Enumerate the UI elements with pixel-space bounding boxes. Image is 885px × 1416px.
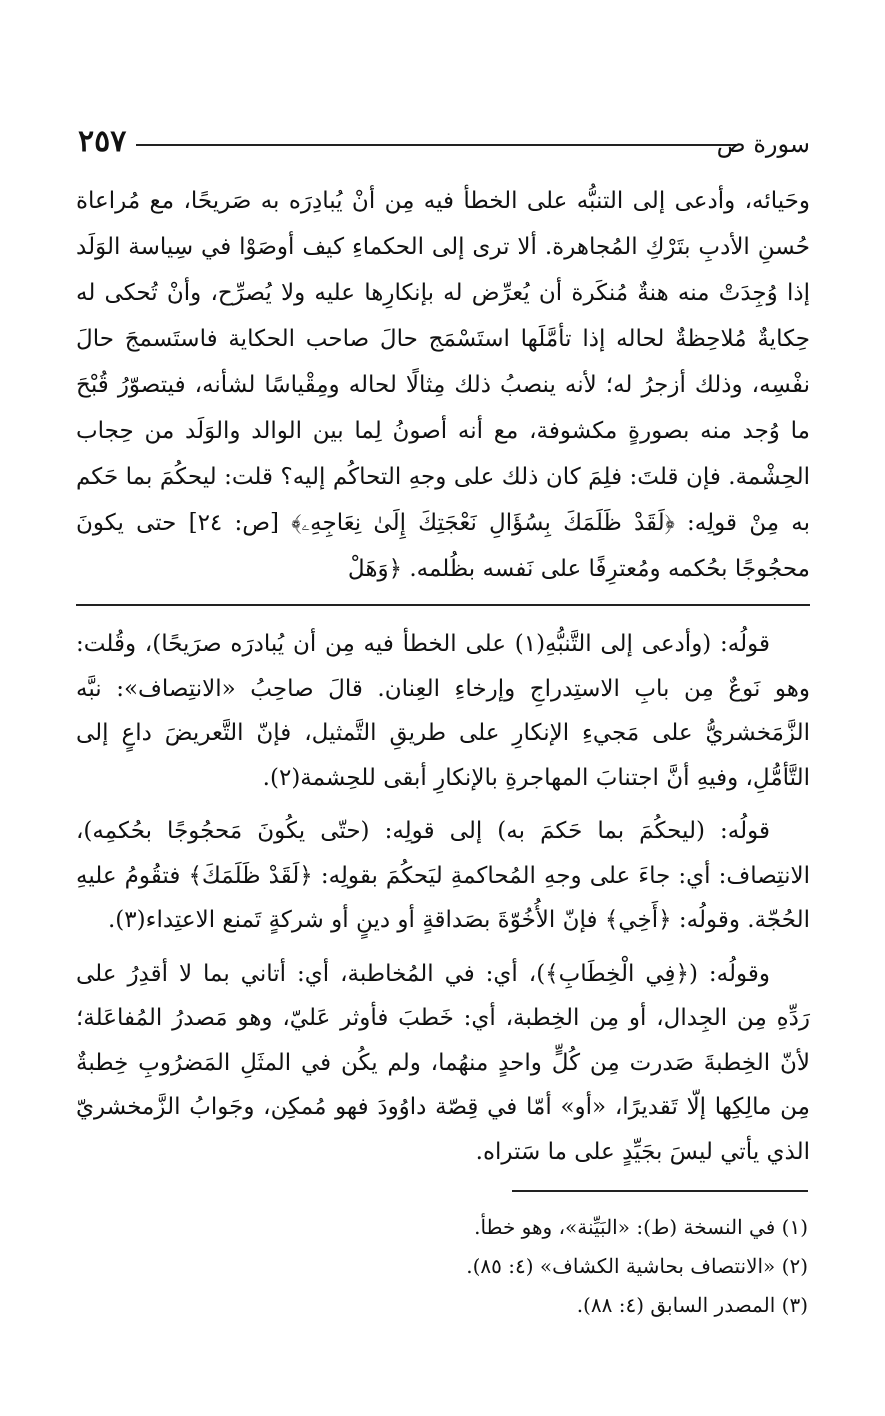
page-header [78, 122, 810, 166]
main-text [76, 178, 810, 592]
commentary-paragraph-3: وقولُه: (﴿فِي الْخِطَابِ﴾)، أي: في المُخاطبة، أي: أتاني بما لا أقدِرُ على رَدِّهِ مِن الجِدال، أو مِن الخِطبة، أي: خَطبَ فأوثر عَليّ، وهو مَصدرُ المُفاعَلة؛ لأنّ الخِطبةَ صَدرت مِن كُلٍّ واحدٍ منهُما، ولم يكُن في المثَلِ المَضرُوبِ خِطبةٌ مِن مالِكِها إلّا تَقديرًا، «أو» أمّا في قِصّة داوُودَ فهو مُمكِن، وجَوابُ الزَّمخشريّ الذي يأتي ليسَ بجَيِّدٍ على ما سَتراه. [76, 960, 810, 1165]
page-number: ٢٥٧ [78, 124, 127, 159]
separator-rule [76, 604, 810, 606]
footnote-rule [512, 1190, 808, 1192]
header-rule [136, 144, 736, 146]
commentary-paragraph-2: قولُه: (ليحكُمَ بما حَكمَ به) إلى قولِه: (حتّى يكُونَ مَحجُوجًا بحُكمِه)، الانتِصاف: أي: جاءَ على وجهِ المُحاكمةِ ليَحكُمَ بقولِه: ﴿لَقَدْ ظَلَمَكَ﴾ فتقُومُ عليهِ الحُجّة. وقولُه: ﴿أَخِي﴾ فإنّ الأُخُوّةَ بصَداقةٍ أو دينٍ أو شركةٍ تَمنع الاعتِداء(٣). [76, 818, 810, 933]
commentary [76, 622, 810, 1183]
surah-title: سورة ص [716, 130, 810, 158]
footnote-1: (١) في النسخة (ط): «البَيِّنة»، وهو خطأ. [474, 1215, 808, 1239]
main-paragraph: وحَيائه، وأدعى إلى التنبُّه على الخطأ فيه مِن أنْ يُبادِرَه به صَريحًا، مع مُراعاة حُسنِ الأدبِ بتَرْكِ المُجاهرة. ألا ترى إلى الحكماءِ كيف أوصَوْا في سِياسة الوَلَد إذا وُجِدَتْ منه هنةٌ مُنكَرة أن يُعرِّض له بإنكارِها عليه ولا يُصرِّح، وأنْ تُحكى له حِكايةٌ مُلاحِظةٌ لحاله إذا تأمَّلَها استَسْمَج حالَ صاحب الحكاية فاستَسمجَ حالَ نفْسِه، وذلك أزجرُ له؛ لأنه ينصبُ ذلك مِثالًا لحاله ومِقْياسًا لشأنه، فيتصوّرُ قُبْحَ ما وُجد منه بصورةٍ مكشوفة، مع أنه أصونُ لِما بين الوالد والوَلَد من حِجاب الحِشْمة. فإن قلتَ: فلِمَ كان ذلك على وجهِ التحاكُم إليه؟ قلت: ليحكُمَ بما حَكم به مِنْ قولِه: ﴿لَقَدْ ظَلَمَكَ بِسُؤَالِ نَعْجَتِكَ إِلَىٰ نِعَاجِهِۦ﴾ [ص: ٢٤] حتى يكونَ محجُوجًا بحُكمه ومُعترِفًا على نَفسه بظُلمه. ﴿وَهَلْ [76, 188, 810, 582]
footnote-3: (٣) المصدر السابق (٤: ٨٨). [576, 1293, 808, 1317]
footnotes [300, 1208, 808, 1325]
commentary-paragraph-1: قولُه: (وأدعى إلى التَّنبُّهِ(١) على الخطأ فيه مِن أن يُبادرَه صرَيحًا)، وقُلت: وهو نَوعٌ مِن بابِ الاستِدراجِ وإرخاءِ العِنان. قالَ صاحِبُ «الانتِصاف»: نبَّه الزَّمَخشريُّ على مَجيءِ الإنكارِ على طريقِ التَّمثيل، فإنّ التَّعريضَ داعٍ إلى التَّأمُّلِ، وفيهِ أنَّ اجتنابَ المهاجرةِ بالإنكارِ أبقى للحِشمة(٢). [76, 631, 810, 791]
footnote-2: (٢) «الانتصاف بحاشية الكشاف» (٤: ٨٥). [466, 1254, 808, 1278]
